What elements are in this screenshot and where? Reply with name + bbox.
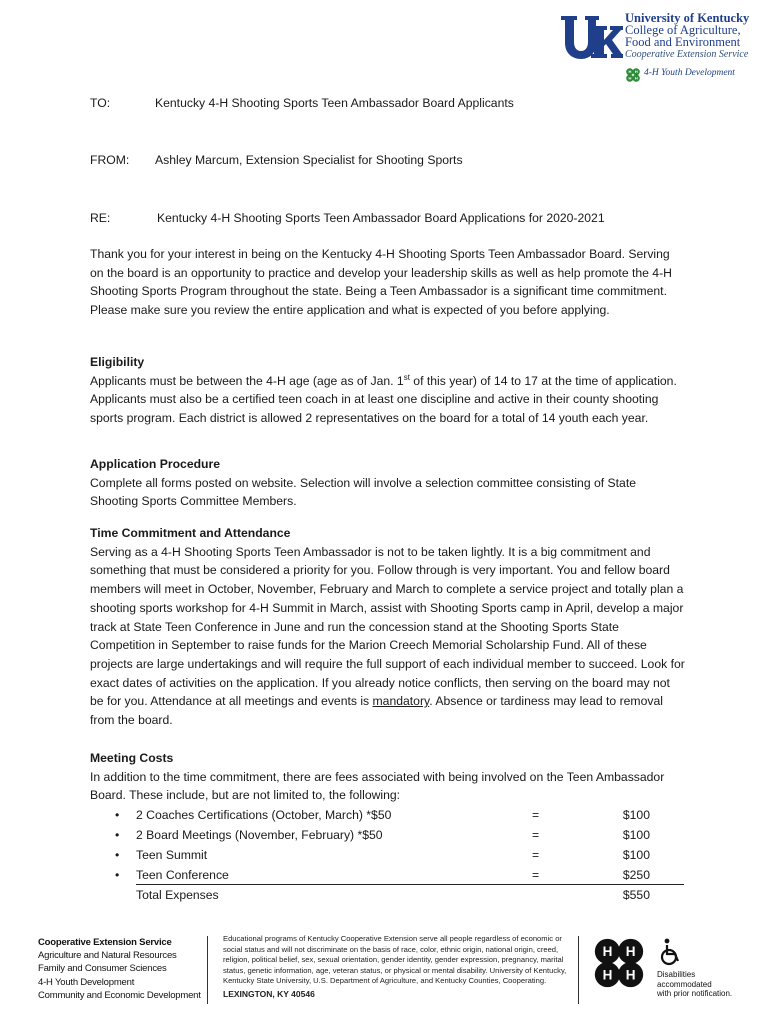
cost-equals: = [532, 848, 540, 862]
svg-text:H: H [634, 69, 638, 75]
procedure-section [90, 455, 685, 511]
footer-program: Agriculture and Natural Resources [38, 950, 177, 962]
cost-amount: $250 [622, 868, 650, 882]
footer-divider [207, 936, 208, 1004]
header-logo [561, 12, 751, 90]
procedure-heading: Application Procedure [90, 457, 221, 471]
memo-from-label: FROM: [90, 153, 130, 167]
memo-from-value: Ashley Marcum, Extension Specialist for Shooting Sports [155, 153, 463, 167]
footer-programs [38, 936, 201, 1002]
memo-re-value: Kentucky 4-H Shooting Sports Teen Ambassador Board Applications for 2020-2021 [157, 211, 605, 225]
list-item [90, 805, 690, 825]
footer-program: Community and Economic Development [38, 989, 201, 1001]
mandatory-text: mandatory [372, 694, 430, 709]
svg-text:H: H [602, 967, 613, 983]
list-item [90, 845, 690, 865]
costs-section [90, 749, 685, 805]
logo-university: University of Kentucky [625, 11, 750, 25]
list-item [90, 865, 690, 885]
time-text: Serving as a 4-H Shooting Sports Teen Ambassador is not to be taken lightly. It is a big commitment and something that must be considered a priority for you. Follow through is very important. You and fellow board members will meet in October, November, February and March to complete a service project and totally plan a shooting sports workshop for 4-H Summit in March, assist with Shooting Sports camp in April, develop a major track at State Teen Conference in June and run the concession stand at the Shooting Sports State Competition in September to raise funds for the Marion Creech Memorial Scholarship Fund. All of these projects are large undertakings and will require the full support of each individual member to succeed. Look for exact dates of activities on the application. If you already notice conflicts, then serving on the board may not be for you. Attendance at all meetings and events is mandatory. Absence or tardiness may lead to removal from the board. [90, 544, 685, 728]
wheelchair-icon [658, 938, 682, 966]
memo-to-value: Kentucky 4-H Shooting Sports Teen Ambassador Board Applicants [155, 96, 514, 110]
logo-youth: 4-H Youth Development [644, 68, 735, 78]
cost-equals: = [532, 808, 540, 822]
svg-text:H: H [625, 967, 636, 983]
bullet-icon: • [115, 828, 120, 842]
footer-notice [223, 934, 573, 1000]
time-section [90, 524, 685, 730]
list-item [90, 825, 690, 845]
costs-list [90, 805, 690, 905]
cost-label: 2 Board Meetings (November, February) *$50 [136, 828, 383, 842]
procedure-text: Complete all forms posted on website. Selection will involve a selection committee consisting of State Shooting Sports Committee Members. [90, 475, 636, 509]
total-row [90, 885, 690, 905]
uk-logo-icon [561, 16, 623, 62]
memo-to-label: TO: [90, 96, 111, 110]
cost-amount: $100 [622, 808, 650, 822]
footer-program: 4-H Youth Development [38, 976, 135, 988]
logo-service: Cooperative Extension Service [625, 49, 749, 60]
cost-label: 2 Coaches Certifications (October, March) *$50 [136, 808, 392, 822]
cost-equals: = [532, 868, 540, 882]
four-h-clover-icon [625, 67, 641, 83]
footer-city: LEXINGTON, KY 40546 [223, 988, 315, 999]
page-footer [0, 930, 770, 1020]
eligibility-heading: Eligibility [90, 355, 145, 369]
footer-program: Cooperative Extension Service [38, 937, 172, 948]
svg-text:H: H [628, 69, 632, 75]
cost-equals: = [532, 828, 540, 842]
bullet-icon: • [115, 868, 120, 882]
memo-re-label: RE: [90, 211, 111, 225]
total-label: Total Expenses [136, 888, 219, 902]
intro-paragraph [90, 245, 685, 320]
eligibility-section [90, 353, 685, 428]
svg-text:H: H [602, 944, 613, 960]
cost-amount: $100 [622, 828, 650, 842]
svg-text:H: H [628, 75, 632, 81]
svg-text:H: H [634, 75, 638, 81]
logo-college-line1: College of Agriculture, [625, 23, 741, 37]
four-h-clover-icon [590, 934, 648, 992]
footer-notice-text: Educational programs of Kentucky Cooperative Extension serve all people regardless of economic or social status and will not discriminate on the basis of race, color, ethnic origin, national origin, creed, religion, political belief, sex, sexual orientation, gender identity, gender expression, pregnancy, marital status, genetic information, age, veteran status, or physical or mental disability. University of Kentucky, Kentucky State University, U.S. Department of Agriculture, and Kentucky Counties, Cooperating. [223, 934, 567, 986]
footer-program: Family and Consumer Sciences [38, 963, 167, 975]
footer-accessibility: Disabilities accommodated with prior notification. [657, 970, 733, 998]
cost-amount: $100 [622, 848, 650, 862]
footer-divider [578, 936, 579, 1004]
costs-heading: Meeting Costs [90, 751, 174, 765]
cost-label: Teen Summit [136, 848, 208, 862]
svg-text:H: H [625, 944, 636, 960]
costs-intro: In addition to the time commitment, there are fees associated with being involved on the Teen Ambassador Board. These include, but are not limited to, the following: [90, 769, 665, 803]
intro-text: Thank you for your interest in being on the Kentucky 4-H Shooting Sports Teen Ambassador Board. Serving on the board is an opportunity to practice and develop your leadership skills as well as help promote the 4-H Shooting Sports Program throughout the state. Being a Teen Ambassador is a significant time commitment. Please make sure you review the entire application and what is expected of you before applying. [90, 247, 672, 318]
bullet-icon: • [115, 848, 120, 862]
logo-college-line2: Food and Environment [625, 35, 741, 49]
bullet-icon: • [115, 808, 120, 822]
total-amount: $550 [622, 888, 650, 902]
time-heading: Time Commitment and Attendance [90, 526, 291, 540]
eligibility-text: Applicants must be between the 4-H age (age as of Jan. 1st of this year) of 14 to 17 at the time of application. Applicants must also be a certified teen coach in at least one discipline and active in their county shooting sports program. Each district is allowed 2 representatives on the board for a total of 14 youth each year. [90, 372, 677, 426]
cost-label: Teen Conference [136, 868, 229, 882]
